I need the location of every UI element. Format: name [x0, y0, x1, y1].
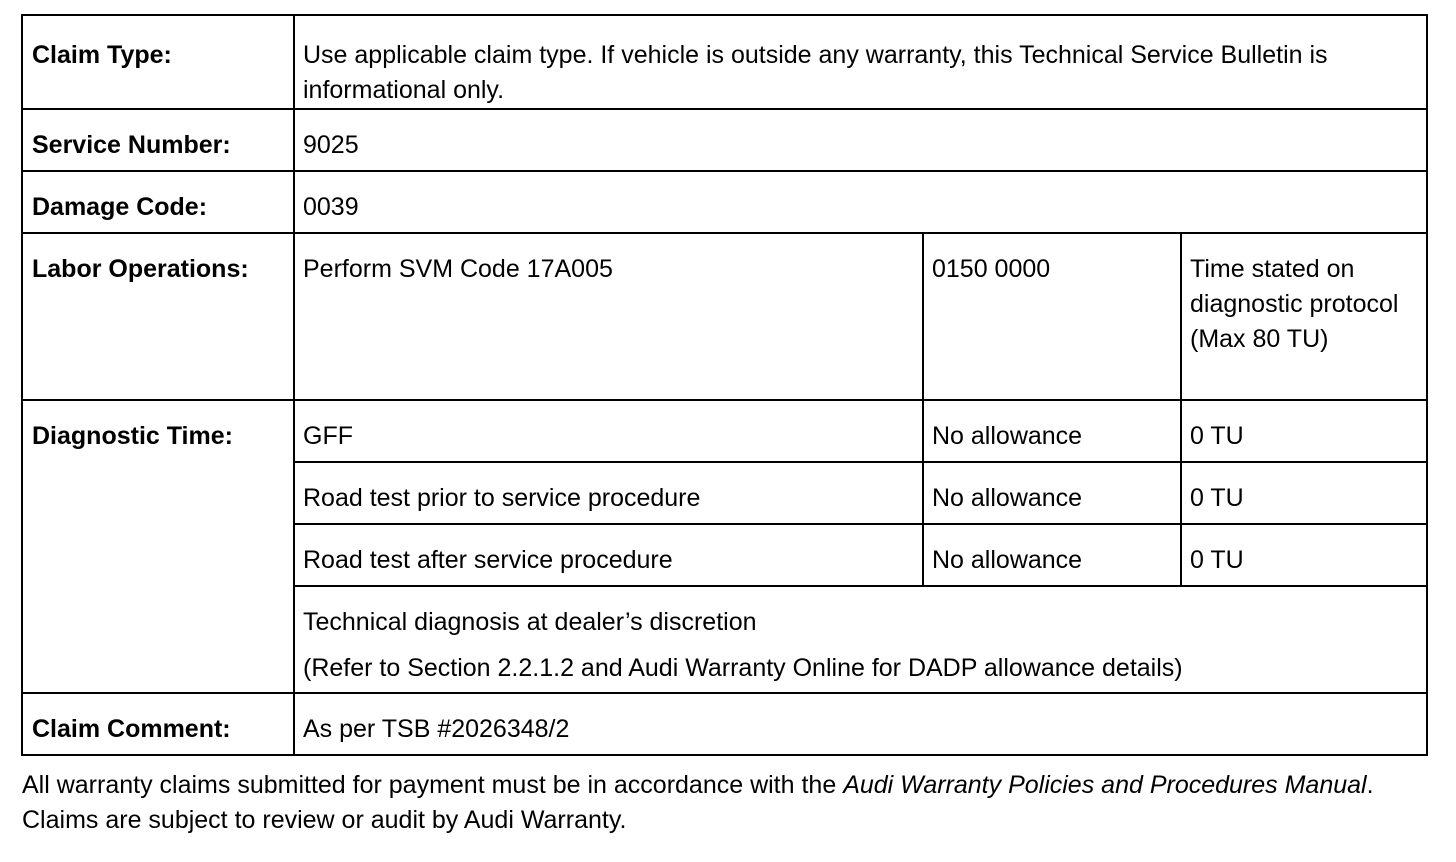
claim-comment-label: Claim Comment: [22, 693, 294, 755]
claim-comment-value: As per TSB #2026348/2 [294, 693, 1427, 755]
diagnostic-note-line2: (Refer to Section 2.2.1.2 and Audi Warranty Online for DADP allowance details) [303, 654, 1183, 682]
service-number-value: 9025 [294, 109, 1427, 171]
diagnostic-row-allowance: No allowance [923, 462, 1181, 524]
diagnostic-row-allowance: No allowance [923, 524, 1181, 586]
warranty-claim-table [21, 14, 1428, 756]
labor-operations-code: 0150 0000 [923, 233, 1181, 400]
diagnostic-row-time: 0 TU [1181, 524, 1427, 586]
diagnostic-row-description: Road test prior to service procedure [294, 462, 923, 524]
footer-text-after: . Claims are subject to review or audit by Audi Warranty. [22, 771, 1374, 834]
diagnostic-row-description: Road test after service procedure [294, 524, 923, 586]
footer-manual-title: Audi Warranty Policies and Procedures Manual [843, 771, 1367, 799]
claim-comment-row [22, 693, 1427, 755]
diagnostic-row-time: 0 TU [1181, 462, 1427, 524]
labor-operations-description: Perform SVM Code 17A005 [294, 233, 923, 400]
claim-type-value: Use applicable claim type. If vehicle is outside any warranty, this Technical Service Bulletin is informational only. [294, 15, 1427, 109]
diagnostic-note-line1: Technical diagnosis at dealer’s discretion [303, 608, 757, 636]
service-number-label: Service Number: [22, 109, 294, 171]
warranty-footer-note [22, 768, 1432, 838]
damage-code-row [22, 171, 1427, 233]
labor-operations-time: Time stated on diagnostic protocol (Max 80 TU) [1181, 233, 1427, 400]
diagnostic-row-time: 0 TU [1181, 400, 1427, 462]
damage-code-value: 0039 [294, 171, 1427, 233]
diagnostic-time-row [22, 400, 1427, 462]
labor-operations-row [22, 233, 1427, 400]
claim-type-row [22, 15, 1427, 109]
footer-text-before: All warranty claims submitted for payment must be in accordance with the [22, 771, 844, 799]
diagnostic-note [294, 586, 1427, 693]
diagnostic-time-label: Diagnostic Time: [22, 400, 294, 693]
labor-operations-label: Labor Operations: [22, 233, 294, 400]
diagnostic-row-allowance: No allowance [923, 400, 1181, 462]
claim-type-label: Claim Type: [22, 15, 294, 109]
diagnostic-row-description: GFF [294, 400, 923, 462]
service-number-row [22, 109, 1427, 171]
damage-code-label: Damage Code: [22, 171, 294, 233]
